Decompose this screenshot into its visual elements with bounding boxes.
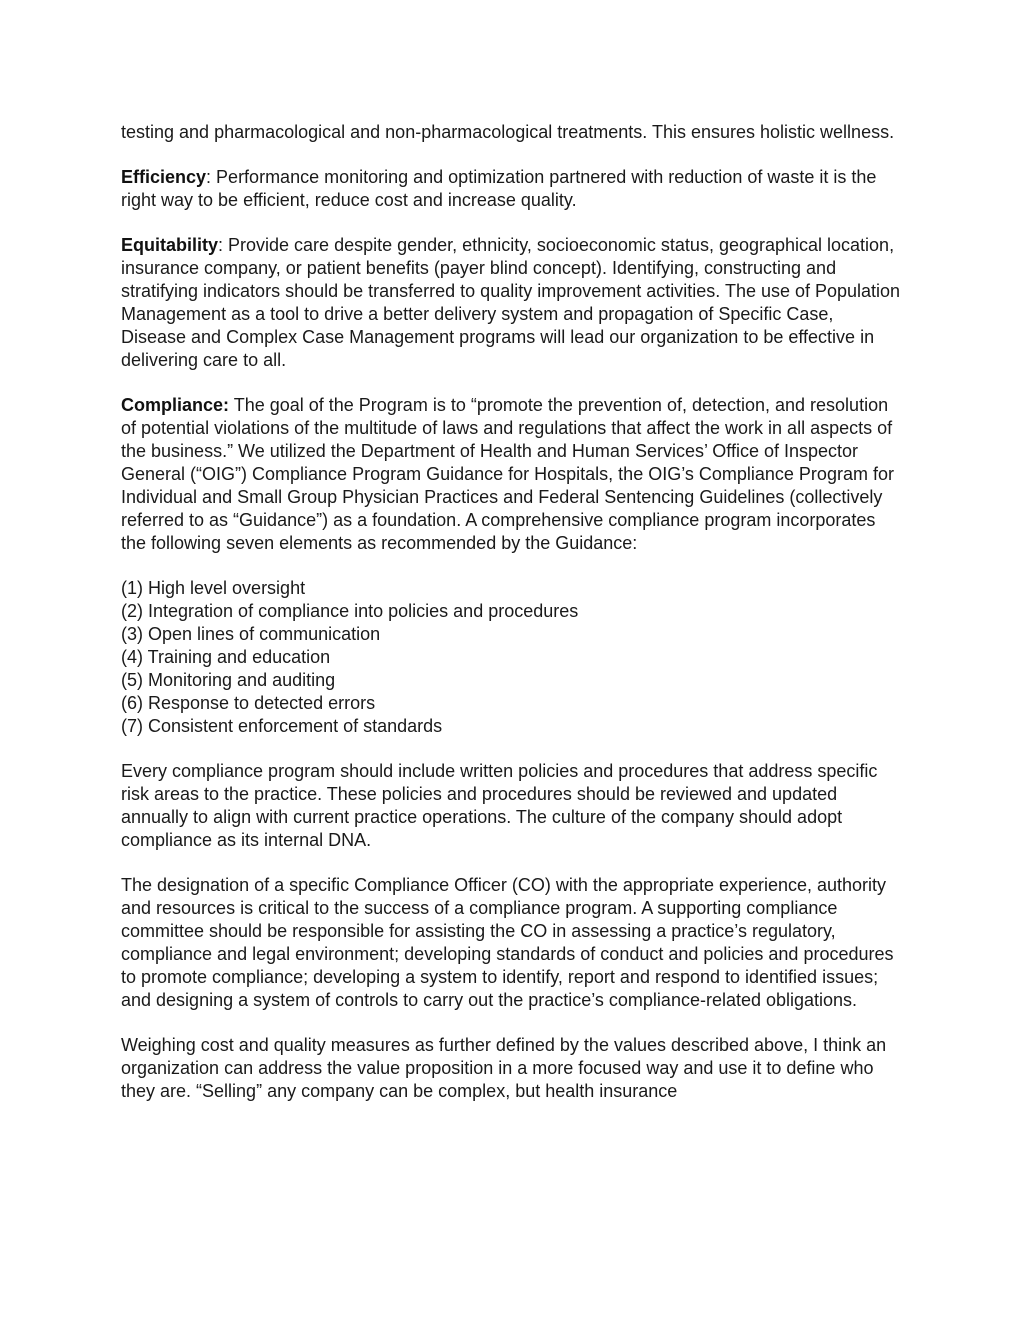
paragraph-written-policies: Every compliance program should include written policies and procedures that address specific risk areas to the practice. These policies and procedures should be reviewed and updated annually to align with current practice operations. The culture of the company should adopt compliance as its internal DNA. xyxy=(121,761,878,850)
document-body xyxy=(121,121,903,1125)
list-item: (4) Training and education xyxy=(121,647,331,667)
list-item: (7) Consistent enforcement of standards xyxy=(121,716,443,736)
paragraph-equitability xyxy=(121,234,903,372)
efficiency-text: : Performance monitoring and optimization partnered with reduction of waste it is the right way to be efficient, reduce cost and increase quality. xyxy=(121,167,877,210)
term-equitability: Equitability xyxy=(121,235,219,255)
list-item: (5) Monitoring and auditing xyxy=(121,670,336,690)
term-efficiency: Efficiency xyxy=(121,167,207,187)
list-item: (2) Integration of compliance into policies and procedures xyxy=(121,601,579,621)
paragraph-efficiency xyxy=(121,166,903,212)
list-item: (3) Open lines of communication xyxy=(121,624,381,644)
paragraph-compliance xyxy=(121,394,903,555)
compliance-text: The goal of the Program is to “promote the prevention of, detection, and resolution of potential violations of the multitude of laws and regulations that affect the work in all aspects of the business.” We utilized the Department of Health and Human Services’ Office of Inspector General (“OIG”) Compliance Program Guidance for Hospitals, the OIG’s Compliance Program for Individual and Small Group Physician Practices and Federal Sentencing Guidelines (collectively referred to as “Guidance”) as a foundation. A comprehensive compliance program incorporates the following seven elements as recommended by the Guidance: xyxy=(121,395,894,553)
paragraph-weighing: Weighing cost and quality measures as further defined by the values described above, I think an organization can address the value proposition in a more focused way and use it to define who they are. “Selling” any company can be complex, but health insurance xyxy=(121,1035,887,1101)
compliance-elements-list xyxy=(121,577,903,738)
paragraph-intro: testing and pharmacological and non-pharmacological treatments. This ensures holistic wellness. xyxy=(121,122,895,142)
list-item: (1) High level oversight xyxy=(121,578,306,598)
list-item: (6) Response to detected errors xyxy=(121,693,376,713)
term-compliance: Compliance: xyxy=(121,395,230,415)
paragraph-compliance-officer: The designation of a specific Compliance Officer (CO) with the appropriate experience, authority and resources is critical to the success of a compliance program. A supporting compliance committee should be responsible for assisting the CO in assessing a practice’s regulatory, compliance and legal environment; developing standards of conduct and policies and procedures to promote compliance; developing a system to identify, report and respond to identified issues; and designing a system of controls to carry out the practice’s compliance-related obligations. xyxy=(121,875,894,1010)
equitability-text: : Provide care despite gender, ethnicity, socioeconomic status, geographical location, insurance company, or patient benefits (payer blind concept). Identifying, constructing and stratifying indicators should be transferred to quality improvement activities. The use of Population Management as a tool to drive a better delivery system and propagation of Specific Case, Disease and Complex Case Management programs will lead our organization to be effective in delivering care to all. xyxy=(121,235,901,370)
